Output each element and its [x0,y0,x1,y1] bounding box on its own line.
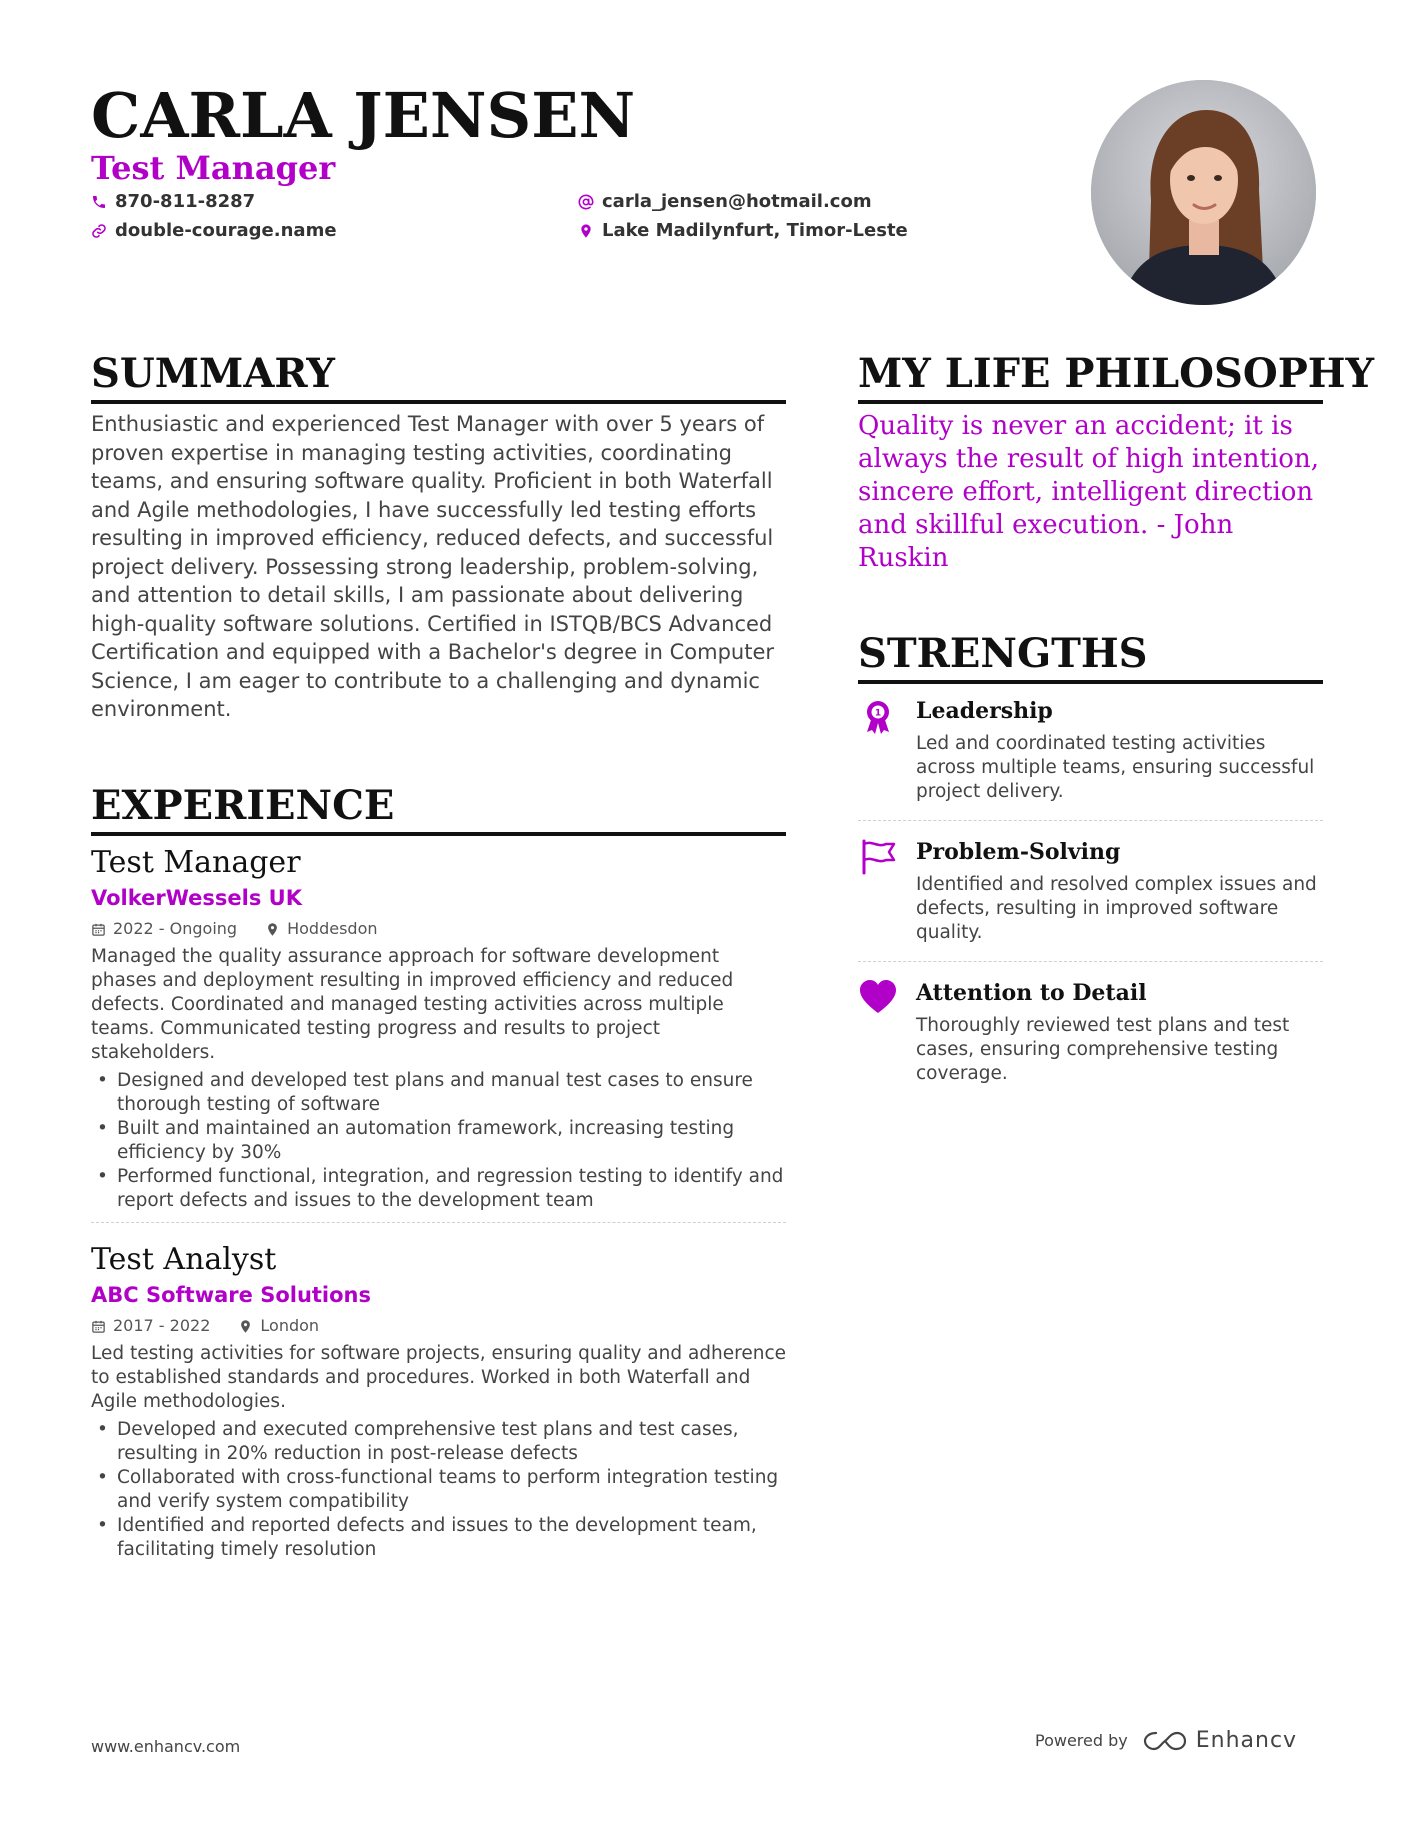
strength-title: Attention to Detail [916,980,1147,1006]
profile-photo [1091,80,1316,305]
job-entry [91,1240,786,1562]
philosophy-heading: MY LIFE PHILOSOPHY [858,350,1323,404]
candidate-title: Test Manager [91,149,336,187]
brand-logo[interactable] [1142,1728,1297,1753]
job-bullet: • Built and maintained an automation framework, increasing testing efficiency by 30% [91,1117,786,1165]
heart-icon [858,978,898,1018]
strength-description: Identified and resolved complex issues and defects, resulting in improved software quality. [916,874,1317,943]
job-entry [91,843,786,1213]
location-value: Lake Madilynfurt, Timor-Leste [602,220,908,241]
contact-email[interactable] [578,190,872,214]
phone-value: 870-811-8287 [115,191,256,212]
phone-icon [91,194,107,210]
job-title: Test Manager [91,845,301,880]
job-company: VolkerWessels UK [91,886,302,910]
strengths-heading: STRENGTHS [858,630,1323,684]
summary-heading: SUMMARY [91,350,786,404]
flag-icon [858,837,898,877]
job-bullet: • Identified and reported defects and issues to the development team, facilitating timely resolution [91,1514,786,1562]
job-separator [91,1222,786,1223]
philosophy-quote: Quality is never an accident; it is always the result of high intention, sincere effort, intelligent direction and skillful execution. - John Ruskin [858,411,1319,573]
job-description: Managed the quality assurance approach for software development phases and deployment resulting in improved efficiency and reduced defects. Coordinated and managed testing activities across multiple teams. Communicated testing progress and results to project stakeholders. [91,946,734,1063]
brand-name: Enhancv [1195,1728,1298,1753]
strength-description: Thoroughly reviewed test plans and test cases, ensuring comprehensive testing coverage. [916,1015,1290,1084]
job-dates [91,1314,210,1338]
job-location-text: London [260,1316,320,1335]
job-bullets [91,1069,786,1213]
contact-phone [91,190,255,214]
strength-separator [858,820,1323,821]
summary-text: Enthusiastic and experienced Test Manager with over 5 years of proven expertise in managing testing activities, coordinating teams, and ensuring software quality. Proficient in both Waterfall and Agile methodologies, I have successfully led testing efforts resulting in improved efficiency, reduced defects, and successful project delivery. Possessing strong leadership, problem-solving, and attention to detail skills, I am passionate about delivering high-quality software solutions. Certified in ISTQB/BCS Advanced Certification and equipped with a Bachelor's degree in Computer Science, I am eager to contribute to a challenging and dynamic environment. [91,412,775,721]
calendar-icon [91,922,106,937]
job-location [265,917,377,941]
location-pin-icon [578,223,594,239]
job-bullet: • Performed functional, integration, and regression testing to identify and report defects and issues to the development team [91,1165,786,1213]
experience-heading: EXPERIENCE [91,782,786,836]
contact-location [578,219,908,243]
email-value[interactable]: carla_jensen@hotmail.com [602,191,872,212]
job-bullet: • Developed and executed comprehensive test plans and test cases, resulting in 20% reduction in post-release defects [91,1418,786,1466]
at-icon [578,194,594,210]
svg-text:1: 1 [874,708,882,719]
enhancv-logo-icon [1142,1729,1188,1753]
job-description: Led testing activities for software projects, ensuring quality and adherence to established standards and procedures. Worked in both Waterfall and Agile methodologies. [91,1343,787,1412]
footer-branding [1035,1728,1297,1753]
job-title: Test Analyst [91,1242,277,1277]
link-icon [91,223,107,239]
strength-description: Led and coordinated testing activities across multiple teams, ensuring successful project delivery. [916,733,1315,802]
job-location [238,1314,319,1338]
website-value[interactable]: double-courage.name [115,220,337,241]
location-pin-icon [265,922,280,937]
job-bullets [91,1418,786,1562]
footer-website[interactable]: www.enhancv.com [91,1737,241,1756]
candidate-name: CARLA JENSEN [91,79,636,152]
job-location-text: Hoddesdon [287,919,378,938]
job-dates-text: 2017 - 2022 [113,1316,211,1335]
powered-by-label: Powered by [1035,1731,1128,1750]
job-meta [91,917,786,941]
strength-title: Problem-Solving [916,839,1121,865]
award-ribbon-icon [858,696,898,736]
job-meta [91,1314,786,1338]
contact-website[interactable] [91,219,337,243]
calendar-icon [91,1319,106,1334]
location-pin-icon [238,1319,253,1334]
job-dates-text: 2022 - Ongoing [113,919,238,938]
job-dates [91,917,237,941]
job-bullet: • Collaborated with cross-functional teams to perform integration testing and verify system compatibility [91,1466,786,1514]
job-company: ABC Software Solutions [91,1283,372,1307]
strength-title: Leadership [916,698,1053,724]
job-bullet: • Designed and developed test plans and manual test cases to ensure thorough testing of software [91,1069,786,1117]
strength-separator [858,961,1323,962]
